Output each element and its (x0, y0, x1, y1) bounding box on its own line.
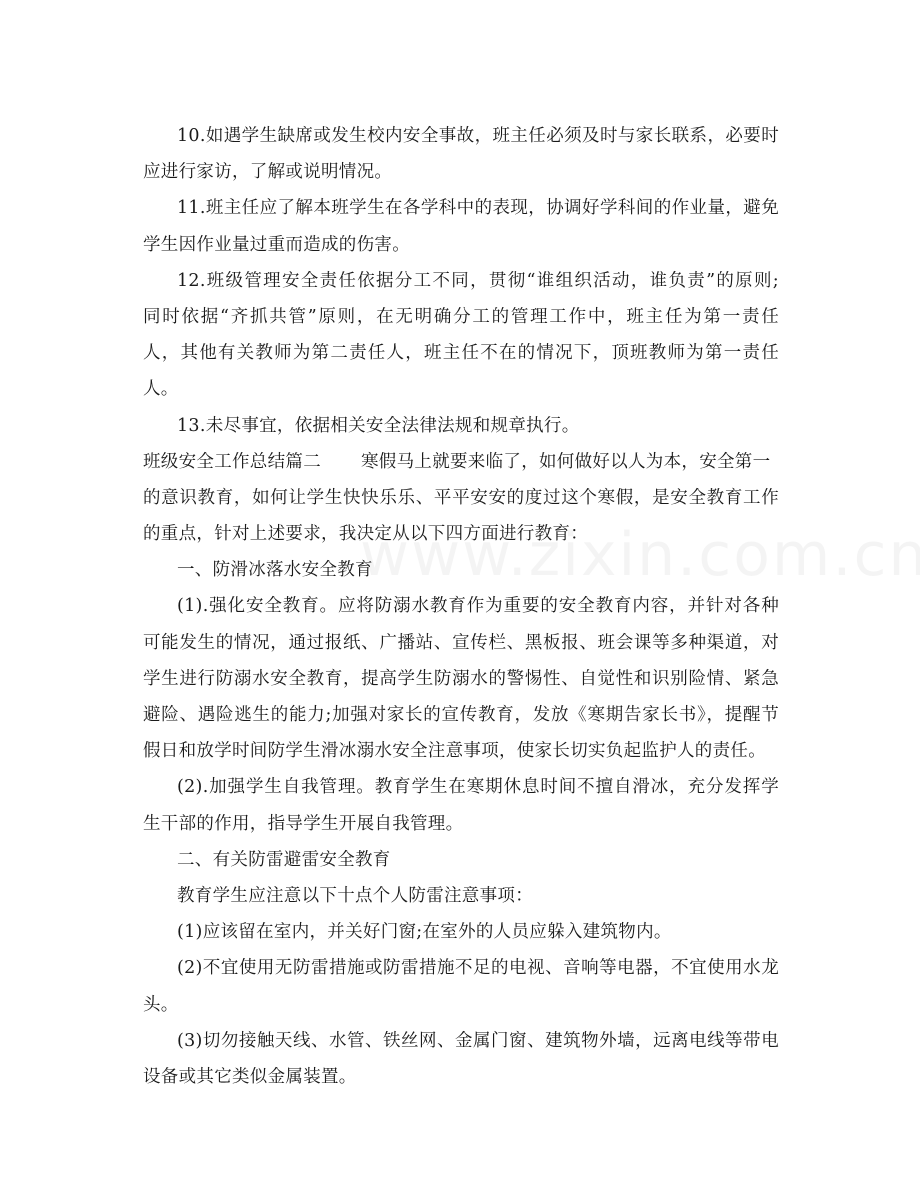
paragraph-line: 可能发生的情况，通过报纸、广播站、宣传栏、黑板报、班会课等多种渠道，对 (143, 632, 779, 653)
subheading-line: 一、防滑冰落水安全教育 (177, 560, 373, 581)
subheading-line: 二、有关防雷避雷安全教育 (177, 849, 391, 870)
paragraph-line: 生干部的作用，指导学生开展自我管理。 (143, 813, 464, 834)
paragraph-line: 12.班级管理安全责任依据分工不同，贯彻“谁组织活动，谁负责”的原则; (177, 270, 779, 291)
paragraph-line: (3)切勿接触天线、水管、铁丝网、金属门窗、建筑物外墙，远离电线等带电 (177, 1030, 779, 1051)
paragraph-line: 教育学生应注意以下十点个人防雷注意事项： (177, 885, 533, 906)
paragraph-line: 头。 (143, 994, 179, 1015)
section-heading-line (143, 444, 779, 480)
paragraph-line: 的意识教育，如何让学生快快乐乐、平平安安的度过这个寒假，是安全教育工作 (143, 487, 779, 508)
paragraph-line: 13.未尽事宜，依据相关安全法律法规和规章执行。 (177, 415, 580, 436)
paragraph-line: (1)应该留在室内，并关好门窗;在室外的人员应躲入建筑物内。 (177, 922, 672, 943)
paragraph-line: 假日和放学时间防学生滑冰溺水安全注意事项，使家长切实负起监护人的责任。 (143, 741, 766, 762)
paragraph-line: (2)不宜使用无防雷措施或防雷措施不足的电视、音响等电器，不宜使用水龙 (177, 958, 779, 979)
paragraph-text: 寒假马上就要来临了，如何做好以人为本，安全第一 (361, 451, 771, 472)
paragraph-line: (1).强化安全教育。应将防溺水教育作为重要的安全教育内容，并针对各种 (177, 596, 779, 617)
paragraph-line: 设备或其它类似金属装置。 (143, 1066, 357, 1087)
section-heading: 班级安全工作总结篇二 (143, 451, 321, 472)
paragraph-line: 11.班主任应了解本班学生在各学科中的表现，协调好学科间的作业量，避免 (177, 198, 779, 219)
paragraph-line: 避险、遇险逃生的能力;加强对家长的宣传教育，发放《寒期告家长书》，提醒节 (143, 705, 779, 725)
paragraph-line: (2).加强学生自我管理。教育学生在寒期休息时间不擅自滑冰，充分发挥学 (177, 777, 779, 798)
paragraph-line: 学生进行防溺水安全教育，提高学生防溺水的警惕性、自觉性和识别险情、紧急 (143, 668, 779, 689)
paragraph-line: 应进行家访，了解或说明情况。 (143, 162, 393, 183)
paragraph-line: 的重点，针对上述要求，我决定从以下四方面进行教育： (143, 524, 588, 545)
paragraph-line: 人。 (143, 379, 179, 400)
paragraph-line: 10.如遇学生缺席或发生校内安全事故，班主任必须及时与家长联系，必要时 (177, 126, 779, 146)
document-body (143, 118, 779, 1095)
paragraph-line: 人，其他有关教师为第二责任人，班主任不在的情况下，顶班教师为第一责任 (143, 343, 779, 364)
paragraph-line: 同时依据“齐抓共管”原则，在无明确分工的管理工作中，班主任为第一责任 (143, 306, 779, 327)
paragraph-line: 学生因作业量过重而造成的伤害。 (143, 234, 410, 255)
